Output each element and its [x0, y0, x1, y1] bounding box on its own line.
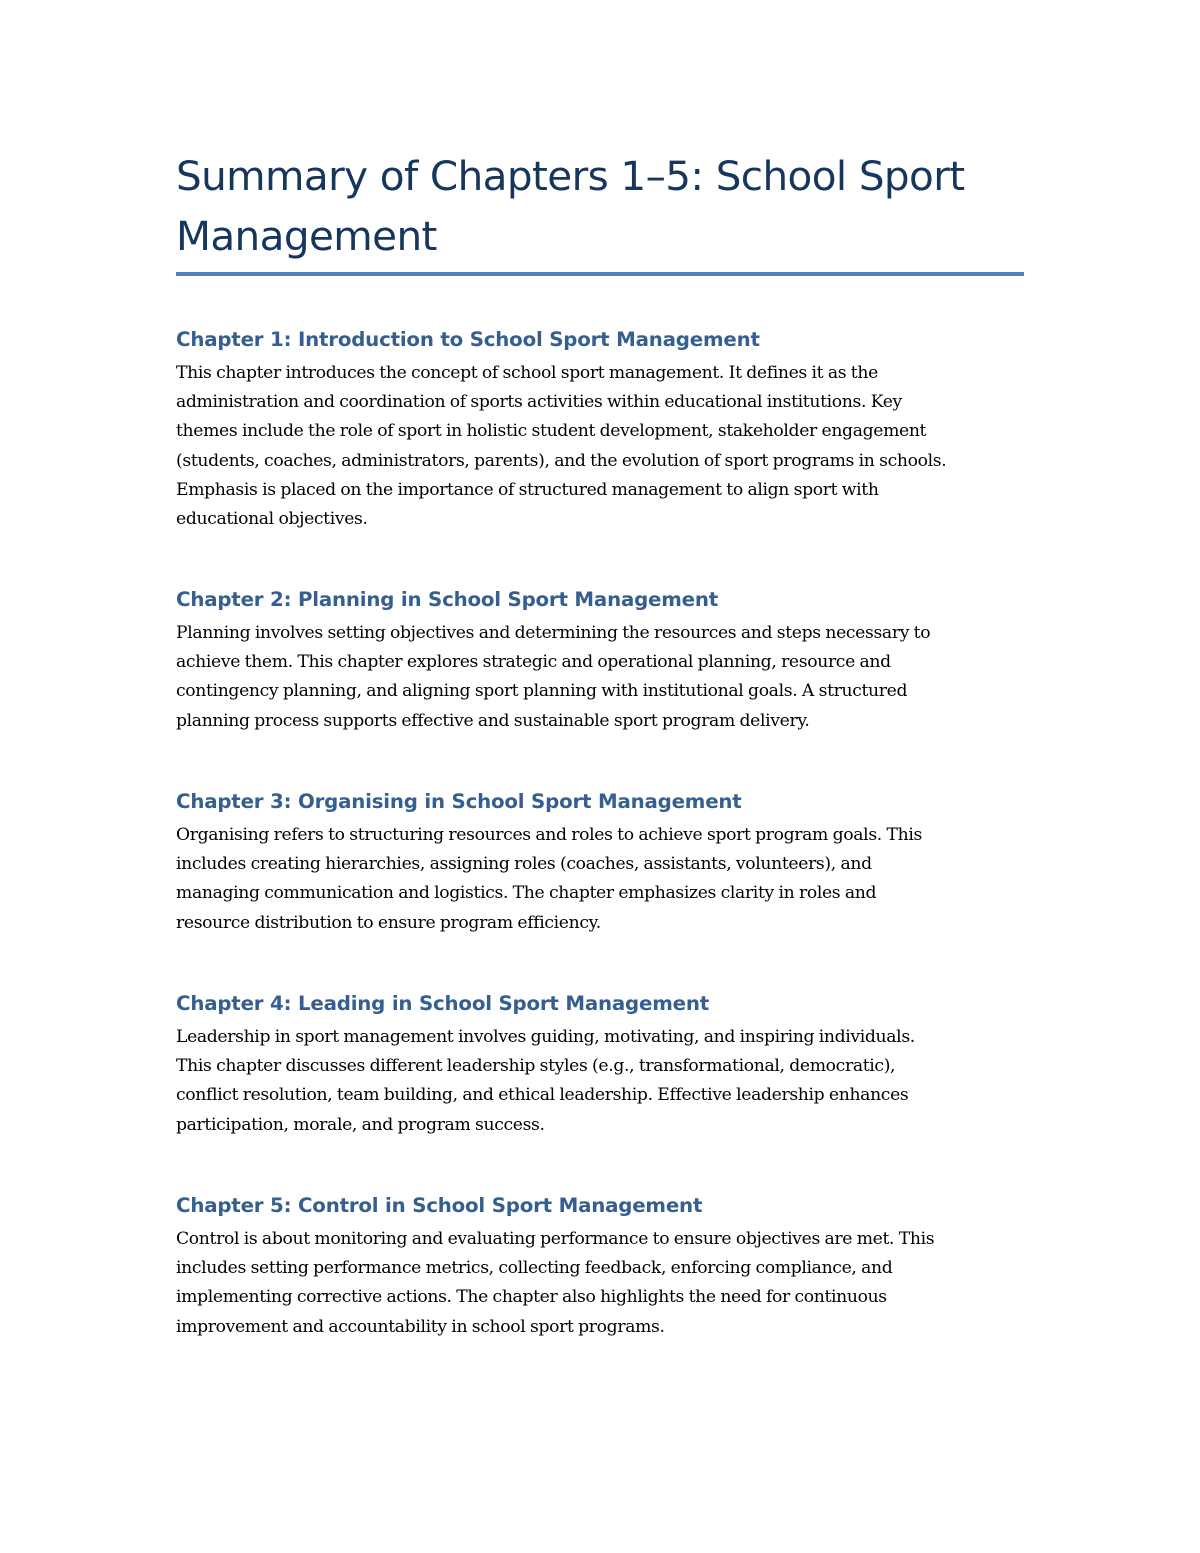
- paragraph-line: Leadership in sport management involves guiding, motivating, and inspiring individuals.: [176, 1027, 915, 1047]
- chapter-3-section: [176, 787, 1036, 938]
- chapter-5-section: [176, 1191, 1036, 1342]
- paragraph-line: conflict resolution, team building, and ethical leadership. Effective leadership enhances: [176, 1085, 909, 1106]
- paragraph-line: managing communication and logistics. The chapter emphasizes clarity in roles and: [176, 883, 877, 904]
- paragraph-line: educational objectives.: [176, 509, 368, 530]
- paragraph-line: achieve them. This chapter explores strategic and operational planning, resource and: [176, 652, 891, 673]
- paragraph-line: This chapter discusses different leadership styles (e.g., transformational, democratic),: [176, 1056, 896, 1077]
- chapter-4-section: [176, 989, 1036, 1140]
- paragraph-line: planning process supports effective and sustainable sport program delivery.: [176, 710, 810, 731]
- paragraph-line: This chapter introduces the concept of school sport management. It defines it as the: [176, 363, 878, 383]
- paragraph-line: Control is about monitoring and evaluating performance to ensure objectives are met. This: [176, 1229, 935, 1249]
- paragraph-line: resource distribution to ensure program efficiency.: [176, 912, 601, 933]
- chapter-1-heading: Chapter 1: Introduction to School Sport Management: [176, 328, 760, 351]
- title-underline-rule: [176, 272, 1024, 276]
- chapter-2-paragraph: [176, 619, 1036, 736]
- chapter-2-heading: Chapter 2: Planning in School Sport Management: [176, 588, 719, 611]
- paragraph-line: Planning involves setting objectives and determining the resources and steps necessary to: [176, 623, 931, 643]
- paragraph-line: improvement and accountability in school sport programs.: [176, 1316, 665, 1337]
- document-title: [176, 146, 1026, 266]
- chapter-1-paragraph: [176, 359, 1036, 534]
- paragraph-line: Emphasis is placed on the importance of structured management to align sport with: [176, 479, 879, 500]
- chapter-1-section: [176, 325, 1036, 534]
- paragraph-line: (students, coaches, administrators, parents), and the evolution of sport programs in schools.: [176, 450, 947, 471]
- chapter-5-heading: Chapter 5: Control in School Sport Management: [176, 1194, 703, 1217]
- paragraph-line: administration and coordination of sports activities within educational institutions. Key: [176, 392, 902, 413]
- paragraph-line: implementing corrective actions. The chapter also highlights the need for continuous: [176, 1287, 887, 1308]
- paragraph-line: Organising refers to structuring resources and roles to achieve sport program goals. This: [176, 825, 922, 845]
- paragraph-line: participation, morale, and program success.: [176, 1114, 545, 1135]
- chapter-3-heading: Chapter 3: Organising in School Sport Management: [176, 790, 742, 813]
- paragraph-line: includes creating hierarchies, assigning roles (coaches, assistants, volunteers), and: [176, 854, 872, 875]
- chapter-5-paragraph: [176, 1225, 1036, 1342]
- chapter-3-paragraph: [176, 821, 1036, 938]
- document-title-line-1: Summary of Chapters 1–5: School Sport: [176, 152, 965, 200]
- paragraph-line: themes include the role of sport in holistic student development, stakeholder engagement: [176, 421, 927, 442]
- chapter-2-section: [176, 585, 1036, 736]
- paragraph-line: contingency planning, and aligning sport planning with institutional goals. A structured: [176, 681, 908, 702]
- title-block: [176, 146, 1026, 266]
- document-title-line-2: Management: [176, 212, 437, 260]
- chapter-4-paragraph: [176, 1023, 1036, 1140]
- paragraph-line: includes setting performance metrics, collecting feedback, enforcing compliance, and: [176, 1258, 893, 1279]
- chapter-4-heading: Chapter 4: Leading in School Sport Management: [176, 992, 709, 1015]
